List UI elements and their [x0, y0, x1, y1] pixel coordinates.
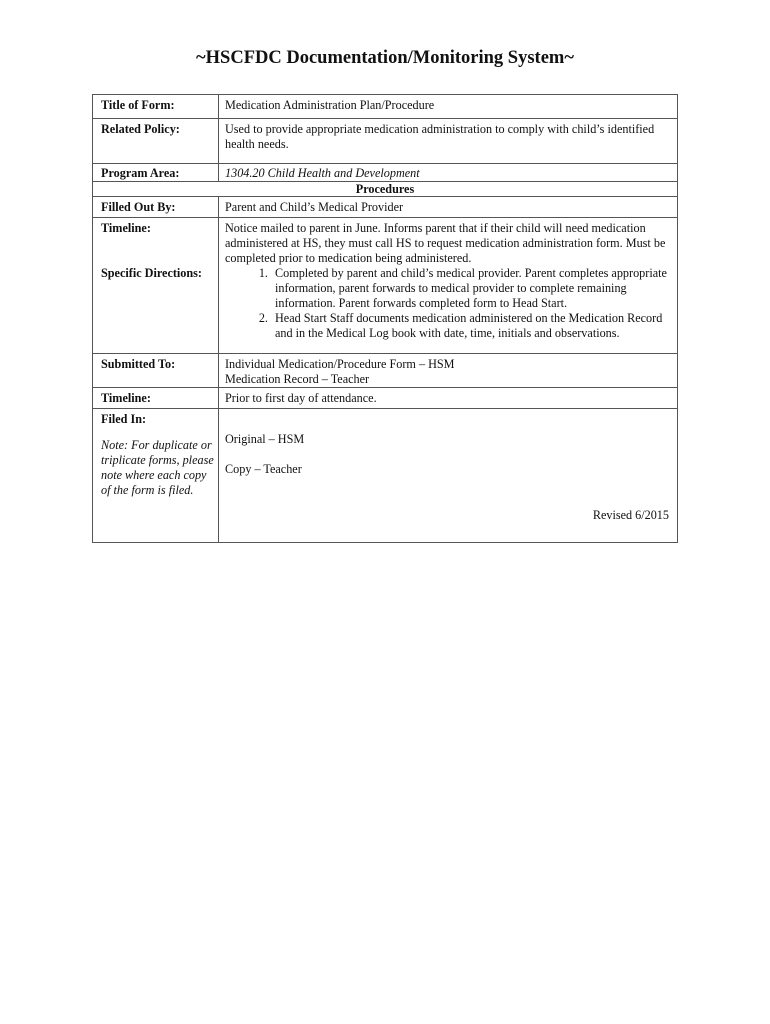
filed-in-note: Note: For duplicate or triplicate forms, please note where each copy of the form is filed. — [101, 438, 214, 497]
directions-list — [225, 266, 671, 341]
filed-in-values — [219, 409, 678, 543]
revised-date: Revised 6/2015 — [592, 508, 669, 522]
submitted-to-line1: Individual Medication/Procedure Form – HSM — [225, 357, 455, 371]
timeline-directions-values — [219, 218, 678, 354]
row-title-of-form — [93, 95, 678, 119]
related-policy-value: Used to provide appropriate medication administration to comply with child’s identified health needs. — [219, 119, 678, 164]
row-program-area — [93, 164, 678, 182]
title-of-form-label: Title of Form: — [93, 95, 219, 119]
filed-original: Original – HSM — [225, 432, 305, 446]
direction-step: 1. Completed by parent and child’s medical provider. Parent completes appropriate information, parent forwards to medical provider to complete remaining information. Parent forwards completed form to Head Start. — [271, 266, 671, 311]
filed-in-label: Filed In: — [101, 412, 147, 426]
timeline-directions-labels — [93, 218, 219, 354]
related-policy-label: Related Policy: — [93, 119, 219, 164]
timeline2-label: Timeline: — [93, 388, 219, 409]
filled-out-by-value: Parent and Child’s Medical Provider — [219, 197, 678, 218]
submitted-to-line2: Medication Record – Teacher — [225, 372, 370, 386]
row-related-policy — [93, 119, 678, 164]
timeline2-value: Prior to first day of attendance. — [219, 388, 678, 409]
filed-in-cell — [93, 409, 219, 543]
submitted-to-label: Submitted To: — [93, 354, 219, 388]
row-procedures — [93, 182, 678, 197]
program-area-label: Program Area: — [93, 164, 219, 182]
row-filed-in — [93, 409, 678, 543]
submitted-to-value — [219, 354, 678, 388]
form-table — [92, 94, 678, 543]
direction-step: 2. Head Start Staff documents medication administered on the Medication Record and in the Medical Log book with date, time, initials and observations. — [271, 311, 671, 341]
timeline-label: Timeline: — [101, 221, 151, 235]
page-title: ~HSCFDC Documentation/Monitoring System~ — [196, 48, 574, 68]
filled-out-by-label: Filled Out By: — [93, 197, 219, 218]
row-submitted-to — [93, 354, 678, 388]
program-area-value: 1304.20 Child Health and Development — [219, 164, 678, 182]
row-timeline-directions — [93, 218, 678, 354]
specific-directions-label: Specific Directions: — [101, 266, 202, 280]
timeline-value: Notice mailed to parent in June. Informs parent that if their child will need medication administered at HS, they must call HS to request medication administration form. Must be completed prior to medication being administered. — [225, 221, 666, 265]
row-timeline-2 — [93, 388, 678, 409]
title-of-form-value: Medication Administration Plan/Procedure — [219, 95, 678, 119]
row-filled-out-by — [93, 197, 678, 218]
filed-copy: Copy – Teacher — [225, 462, 302, 476]
procedures-heading: Procedures — [93, 182, 678, 197]
